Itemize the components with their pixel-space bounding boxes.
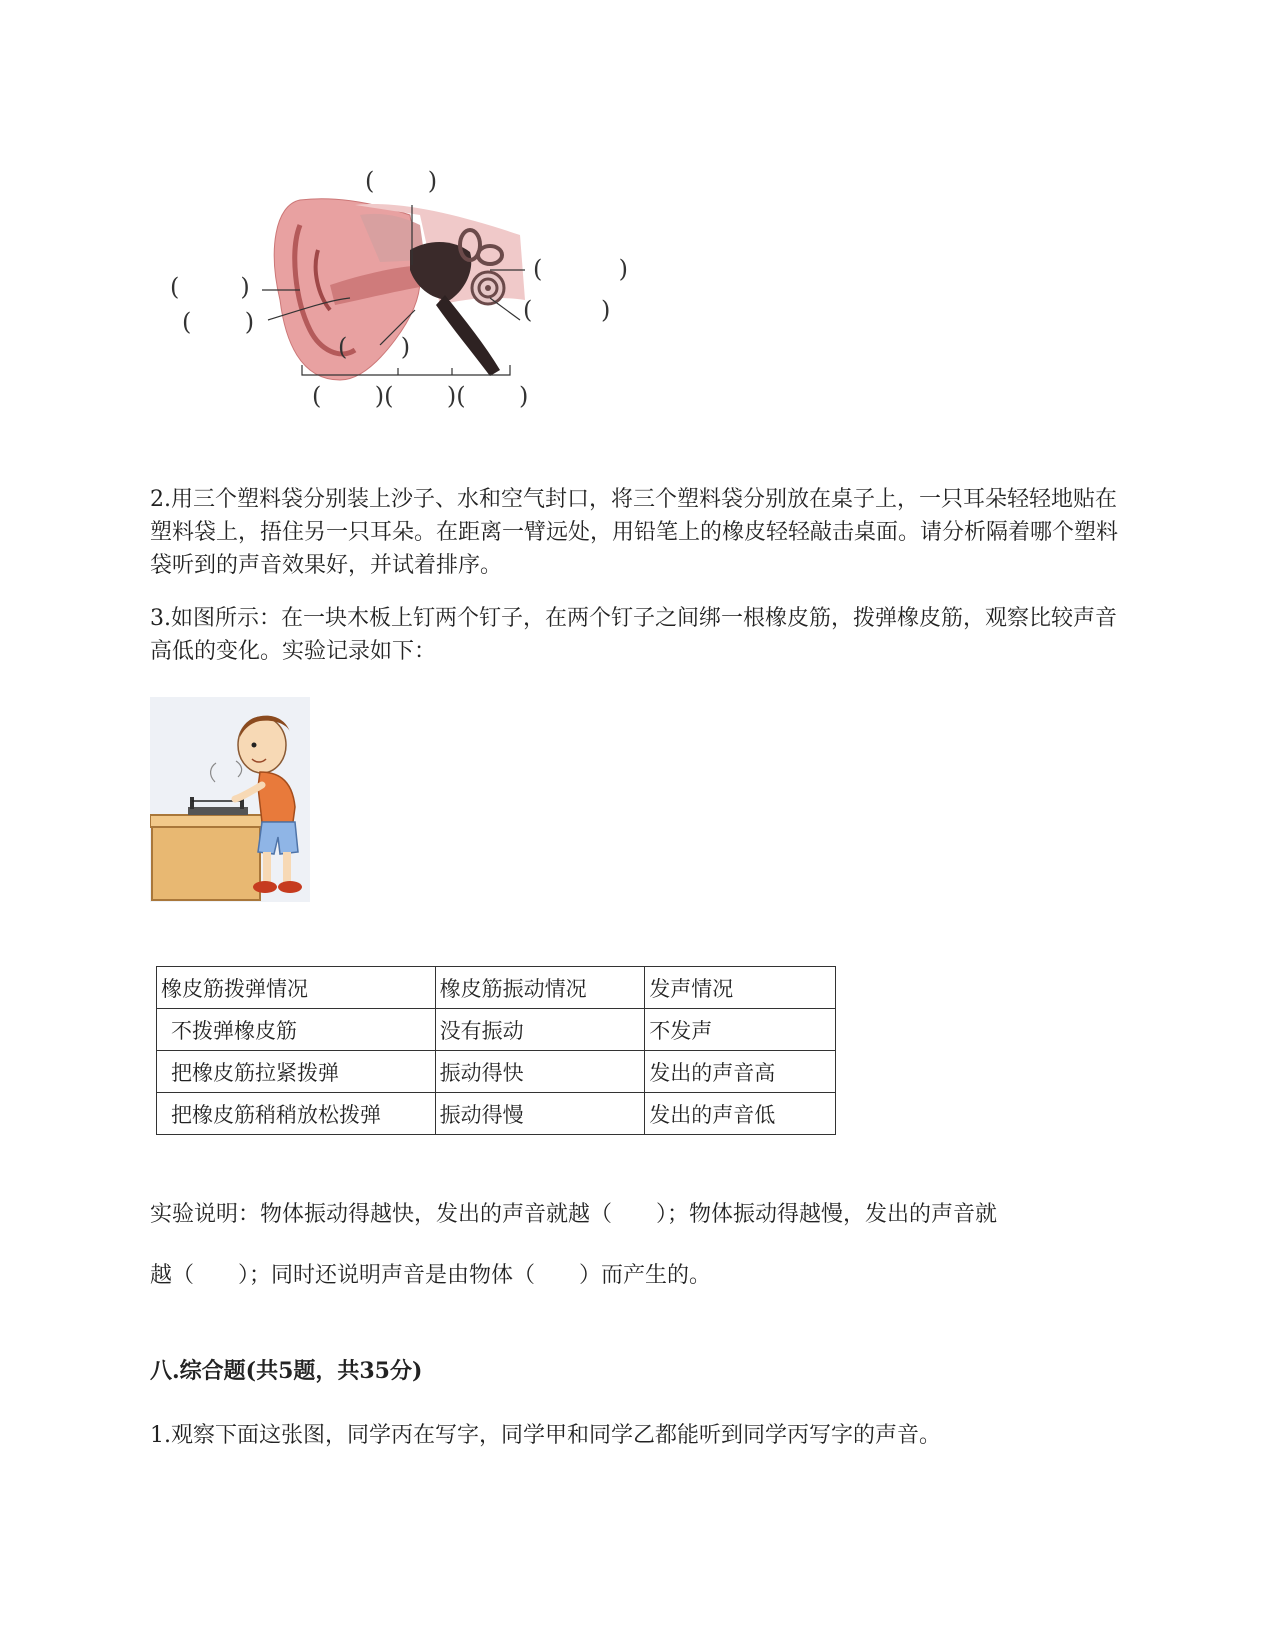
table-row: [157, 1051, 836, 1093]
ear-label-blank-right-1[interactable]: ( ): [533, 255, 629, 283]
table-row: [157, 1093, 836, 1135]
question-2-text: 2.用三个塑料袋分别装上沙子、水和空气封口，将三个塑料袋分别放在桌子上，一只耳朵轻轻地贴在塑料袋上，捂住另一只耳朵。在距离一臂远处，用铅笔上的橡皮轻轻敲击桌面。请分析隔着哪个塑料袋听到的声音效果好，并试着排序。: [150, 487, 1119, 578]
section-8-question-1: 1.观察下面这张图，同学丙在写字，同学甲和同学乙都能听到同学丙写字的声音。: [150, 1423, 941, 1448]
table-cell: 把橡皮筋稍稍放松拨弹: [157, 1093, 436, 1135]
table-cell: 没有振动: [435, 1009, 645, 1051]
table-header-cell: 发声情况: [645, 967, 836, 1009]
ear-label-blank-right-2[interactable]: ( ): [523, 296, 611, 324]
cochlea-shape: [472, 272, 504, 304]
experiment-explanation-line-1: 实验说明：物体振动得越快，发出的声音就越（ ）；物体振动得越慢，发出的声音就: [150, 1202, 998, 1227]
question-3-text: 3.如图所示：在一块木板上钉两个钉子，在两个钉子之间绑一根橡皮筋，拨弹橡皮筋，观察比较声音高低的变化。实验记录如下：: [150, 606, 1117, 664]
table-cell: 振动得快: [435, 1051, 645, 1093]
table-header-cell: 橡皮筋拨弹情况: [157, 967, 436, 1009]
ear-label-blank-bottom[interactable]: ( )( )( ): [312, 382, 529, 410]
ear-label-blank-top[interactable]: ( ): [365, 167, 438, 195]
table-cell: 不拨弹橡皮筋: [157, 1009, 436, 1051]
eustachian-tube-shape: [436, 295, 500, 376]
section-8-heading: 八.综合题(共5题，共35分): [150, 1358, 423, 1384]
table-header-row: [157, 967, 836, 1009]
ear-label-blank-mid[interactable]: ( ): [338, 333, 411, 361]
experiment-explanation-line-2: 越（ ）；同时还说明声音是由物体（ ）而产生的。: [150, 1263, 712, 1288]
ear-label-blank-left-2[interactable]: ( ): [182, 308, 255, 336]
table-row: [157, 1009, 836, 1051]
table-cell: 不发声: [645, 1009, 836, 1051]
table-cell: 发出的声音高: [645, 1051, 836, 1093]
table-cell: 振动得慢: [435, 1093, 645, 1135]
ear-label-blank-left-1[interactable]: ( ): [170, 273, 250, 301]
boy-rubber-band-illustration: [150, 697, 310, 902]
desk-shape: [152, 822, 260, 900]
table-cell: 发出的声音低: [645, 1093, 836, 1135]
table-cell: 把橡皮筋拉紧拨弹: [157, 1051, 436, 1093]
experiment-record-table: [156, 966, 836, 1135]
table-header-cell: 橡皮筋振动情况: [435, 967, 645, 1009]
